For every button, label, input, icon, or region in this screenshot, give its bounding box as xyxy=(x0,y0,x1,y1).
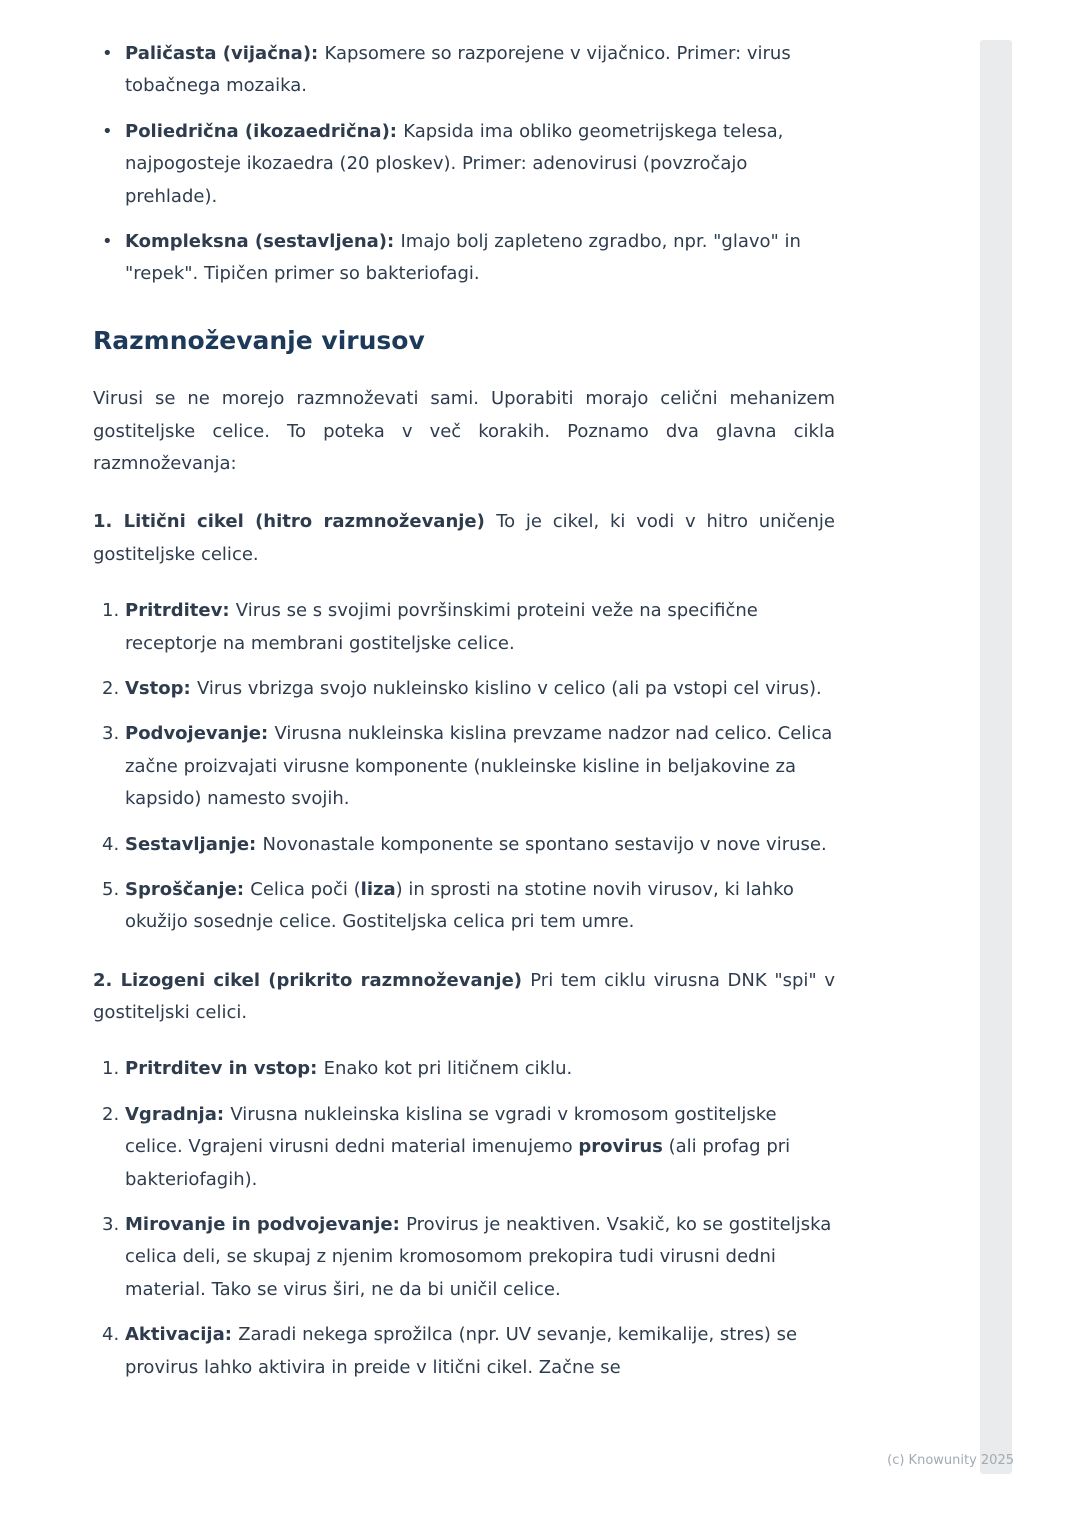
scrollbar-track[interactable] xyxy=(980,40,1012,1474)
item-text xyxy=(125,116,835,213)
bold-text-segment: Poliedrična (ikozaedrična): xyxy=(125,120,404,142)
item-text xyxy=(125,595,835,660)
text-segment: Imajo bolj zapleteno zgradbo, npr. "glavo" in "repek". Tipičen primer so bakteriofagi. xyxy=(125,230,801,285)
bold-text-segment: liza xyxy=(360,878,396,900)
text-segment: Virus vbrizga svojo nukleinsko kislino v celico (ali pa vstopi cel virus). xyxy=(196,677,822,699)
lysogenic-cycle-steps xyxy=(93,1053,835,1384)
item-text xyxy=(125,38,835,103)
bullet-marker: • xyxy=(102,43,113,64)
list-item xyxy=(93,595,835,660)
bullet-marker: • xyxy=(102,230,113,252)
list-item xyxy=(93,829,835,861)
item-number: 3. xyxy=(102,1214,120,1236)
list-item xyxy=(93,226,835,291)
list-item xyxy=(93,673,835,705)
text-segment: Pri tem ciklu virusna DNK "spi" v gostiteljski celici. xyxy=(93,969,835,1024)
text-segment: Virusna nukleinska kislina se vgradi v kromosom gostiteljske celice. Vgrajeni virusni dedni material imenujemo xyxy=(125,1103,777,1158)
text-segment: Virus se s svojimi površinskimi proteini veže na specifične receptorje na membrani gostiteljske celice. xyxy=(125,600,758,654)
list-item xyxy=(93,38,835,103)
text-segment: To je cikel, ki vodi v hitro uničenje gostiteljske celice. xyxy=(93,511,835,565)
bold-text-segment: Podvojevanje: xyxy=(125,723,275,745)
item-text xyxy=(125,874,835,939)
bold-text-segment: Vgradnja: xyxy=(125,1103,231,1125)
text-segment: Zaradi nekega sprožilca (npr. UV sevanje, kemikalije, stres) se provirus lahko aktivira in preide v litični cikel. Začne se xyxy=(125,1324,798,1378)
item-number: 3. xyxy=(102,723,120,745)
bold-text-segment: Pritrditev: xyxy=(125,600,236,622)
item-number: 5. xyxy=(102,878,120,900)
watermark-text: (c) Knowunity 2025 xyxy=(887,1453,1014,1468)
text-segment: (ali profag pri bakteriofagih). xyxy=(125,1136,791,1190)
text-segment: Enako kot pri litičnem ciklu. xyxy=(323,1058,573,1080)
bold-text-segment: 2. Lizogeni cikel (prikrito razmnoževanje) xyxy=(93,969,531,991)
bold-text-segment: Sproščanje: xyxy=(125,878,251,900)
bold-text-segment: Aktivacija: xyxy=(125,1324,239,1346)
item-number: 1. xyxy=(102,600,120,622)
section-heading: Razmnoževanje virusov xyxy=(93,325,425,355)
bold-text-segment: provirus xyxy=(578,1136,663,1158)
item-text xyxy=(125,1053,835,1085)
text-segment: Kapsomere so razporejene v vijačnico. Primer: virus tobačnega mozaika. xyxy=(125,43,791,97)
list-item xyxy=(93,1319,835,1384)
bold-text-segment: Pritrditev in vstop: xyxy=(125,1058,324,1080)
bold-text-segment: Paličasta (vijačna): xyxy=(125,43,325,64)
lytic-cycle-steps xyxy=(93,595,835,939)
bold-text-segment: Kompleksna (sestavljena): xyxy=(125,230,401,252)
item-number: 2. xyxy=(102,1103,120,1125)
text-segment: Kapsida ima obliko geometrijskega telesa, najpogosteje ikozaedra (20 ploskev). Primer: adenovirusi (povzročajo prehlade). xyxy=(125,120,784,207)
text-segment: Novonastale komponente se spontano sestavijo v nove viruse. xyxy=(262,833,827,855)
item-text xyxy=(125,1099,835,1196)
list-item xyxy=(93,1053,835,1085)
text-segment: Celica poči ( xyxy=(250,878,361,900)
intro-paragraph: Virusi se ne morejo razmnoževati sami. Uporabiti morajo celični mehanizem gostiteljske celice. To poteka v več korakih. Poznamo dva glavna cikla razmnoževanja: xyxy=(93,388,835,475)
text-segment: Virusna nukleinska kislina prevzame nadzor nad celico. Celica začne proizvajati virusne komponente (nukleinske kisline in beljakovine za kapsido) namesto svojih. xyxy=(125,723,833,810)
bold-text-segment: Sestavljanje: xyxy=(125,833,263,855)
text-segment: Provirus je neaktiven. Vsakič, ko se gostiteljska celica deli, se skupaj z njenim kromosomom prekopira tudi virusni dedni material. Tako se virus širi, ne da bi uničil celice. xyxy=(125,1214,832,1300)
list-item xyxy=(93,1099,835,1196)
item-text xyxy=(125,226,835,291)
bullet-marker: • xyxy=(102,120,113,142)
list-item xyxy=(93,874,835,939)
item-text xyxy=(125,673,835,705)
item-number: 4. xyxy=(102,1324,120,1346)
capsid-shape-bullet-list xyxy=(93,38,835,291)
list-item xyxy=(93,116,835,213)
item-number: 2. xyxy=(102,677,120,699)
list-item xyxy=(93,1209,835,1306)
bold-text-segment: 1. Litični cikel (hitro razmnoževanje) xyxy=(93,511,497,533)
item-text xyxy=(125,1209,835,1306)
item-text xyxy=(125,829,835,861)
lysogenic-cycle-title xyxy=(93,965,835,1030)
bold-text-segment: Mirovanje in podvojevanje: xyxy=(125,1214,407,1236)
document-content xyxy=(93,38,835,1410)
bold-text-segment: Vstop: xyxy=(125,677,197,699)
item-text xyxy=(125,1319,835,1384)
item-number: 1. xyxy=(102,1058,120,1080)
text-segment: ) in sprosti na stotine novih virusov, ki lahko okužijo sosednje celice. Gostiteljska celica pri tem umre. xyxy=(125,878,794,933)
item-text xyxy=(125,718,835,815)
item-number: 4. xyxy=(102,833,120,855)
list-item xyxy=(93,718,835,815)
lytic-cycle-title xyxy=(93,506,835,571)
